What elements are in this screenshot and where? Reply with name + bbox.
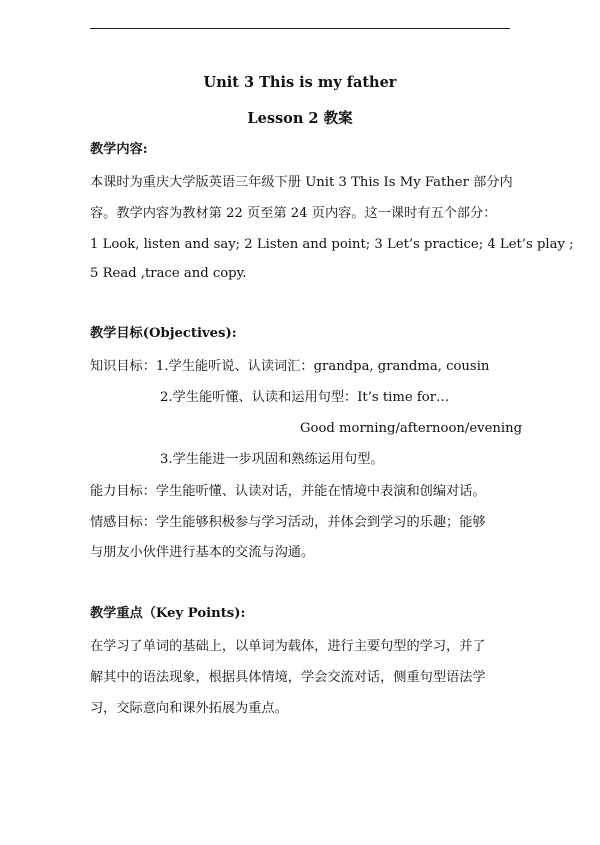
content-heading: 教学内容: xyxy=(90,142,148,157)
key-points-line: 解其中的语法现象，根据具体情境，学会交流对话，侧重句型语法学 xyxy=(90,670,486,685)
key-points-line: 在学习了单词的基础上，以单词为载体，进行主要句型的学习，并了 xyxy=(90,639,486,654)
document-subtitle: Lesson 2 教案 xyxy=(247,110,353,127)
ability-goal: 能力目标：学生能听懂、认读对话，并能在情境中表演和创编对话。 xyxy=(90,484,486,499)
emotion-goal-line-1: 情感目标：学生能够积极参与学习活动，并体会到学习的乐趣；能够 xyxy=(90,515,486,530)
emotion-goal-line-2: 与朋友小伙伴进行基本的交流与沟通。 xyxy=(90,545,315,560)
key-points-line: 习，交际意向和课外拓展为重点。 xyxy=(90,701,288,716)
content-line: 容。教学内容为教材第 22 页至第 24 页内容。这一课时有五个部分： xyxy=(90,206,497,221)
objectives-heading: 教学目标(Objectives): xyxy=(90,326,237,341)
knowledge-goal-2: 2.学生能听懂、认读和运用句型：It’s time for… xyxy=(160,390,450,405)
content-line: 本课时为重庆大学版英语三年级下册 Unit 3 This Is My Father 部分内 xyxy=(90,175,513,190)
content-line: 1 Look, listen and say; 2 Listen and point; 3 Let’s practice; 4 Let’s play ; xyxy=(90,237,574,252)
knowledge-goal-3: 3.学生能进一步巩固和熟练运用句型。 xyxy=(160,452,384,467)
content-line: 5 Read ,trace and copy. xyxy=(90,266,247,281)
header-rule xyxy=(90,28,510,29)
knowledge-goal-2-phrases: Good morning/afternoon/evening xyxy=(300,421,523,436)
key-points-heading: 教学重点（Key Points): xyxy=(90,606,246,621)
knowledge-goal-1: 知识目标：1.学生能听说、认读词汇：grandpa, grandma, cousin xyxy=(90,359,490,374)
document-title: Unit 3 This is my father xyxy=(203,74,397,91)
